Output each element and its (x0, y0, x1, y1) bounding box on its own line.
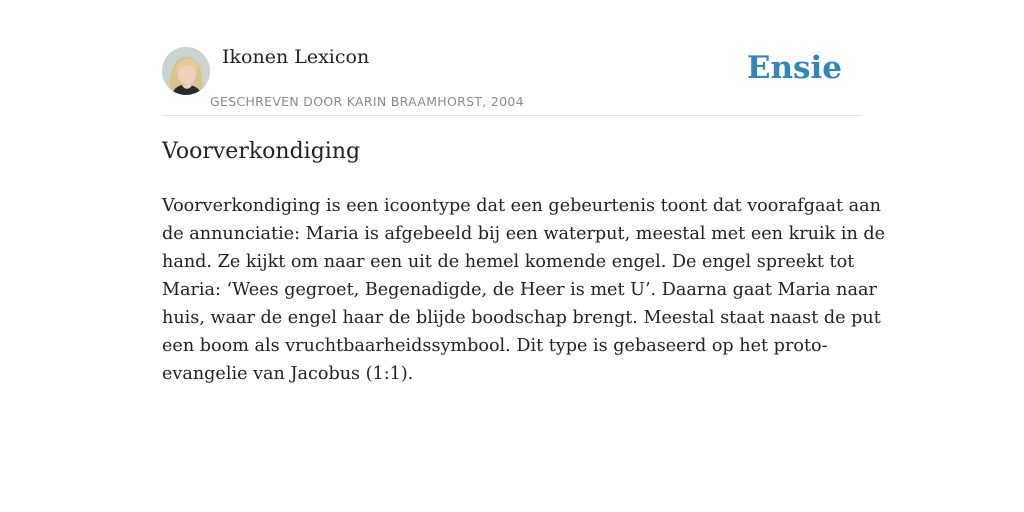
author-avatar[interactable] (162, 47, 210, 95)
article-body (162, 192, 886, 388)
body-line: hand. Ze kijkt om naar een uit de hemel komende engel. De engel spreekt tot (162, 252, 855, 272)
author-portrait-icon (162, 47, 210, 95)
article-header (162, 44, 862, 116)
body-line: Maria: ‘Wees gegroet, Begenadigde, de Heer is met U’. Daarna gaat Maria naar (162, 280, 877, 300)
body-line: huis, waar de engel haar de blijde boodschap brengt. Meestal staat naast de put (162, 308, 881, 328)
author-byline: GESCHREVEN DOOR KARIN BRAAMHORST, 2004 (210, 94, 524, 109)
body-line: een boom als vruchtbaarheidssymbool. Dit type is gebaseerd op het proto- (162, 336, 828, 356)
body-line: Voorverkondiging is een icoontype dat een gebeurtenis toont dat voorafgaat aan (162, 196, 881, 216)
body-line: de annunciatie: Maria is afgebeeld bij een waterput, meestal met een kruik in de (162, 224, 886, 244)
article-title: Voorverkondiging (162, 139, 361, 164)
body-line: evangelie van Jacobus (1:1). (162, 364, 414, 384)
brand-logo[interactable]: Ensie (746, 50, 842, 86)
source-title[interactable]: Ikonen Lexicon (222, 46, 370, 68)
